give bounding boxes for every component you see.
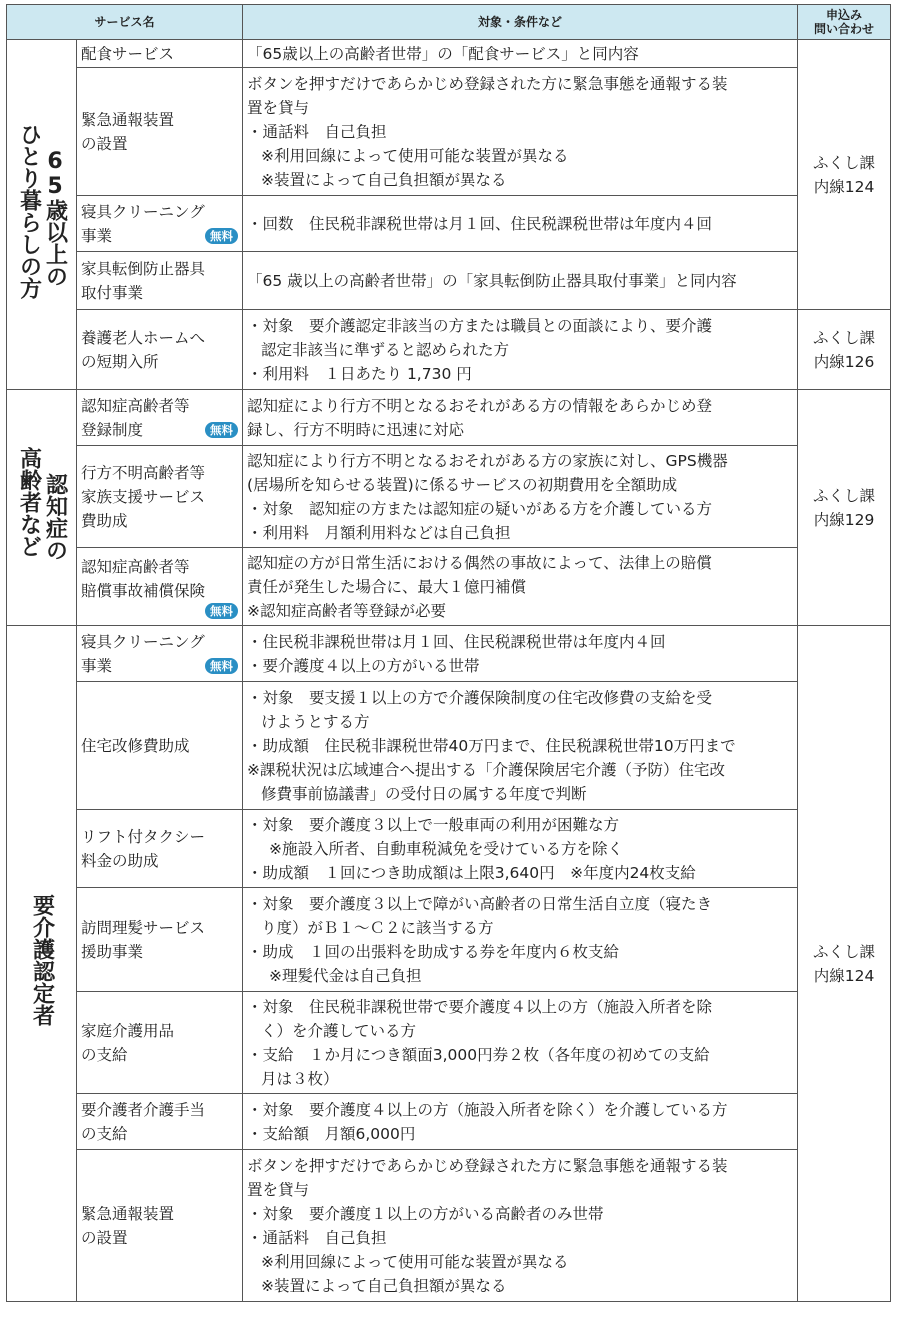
contact-cell bbox=[798, 40, 891, 310]
detail-line: ※理髪代金は自己負担 bbox=[269, 966, 422, 985]
service-name-line: 緊急通報装置 bbox=[81, 1204, 175, 1223]
service-name-line: 認知症高齢者等 bbox=[81, 557, 190, 576]
detail-line: ・対象 要介護認定非該当の方または職員との面談により、要介護 bbox=[247, 316, 713, 335]
service-name-line: 料金の助成 bbox=[81, 851, 159, 870]
service-detail bbox=[243, 68, 798, 196]
free-badge: 無料 bbox=[205, 422, 238, 438]
group-label-line: 要介護認定者 bbox=[29, 894, 55, 1026]
table-row bbox=[7, 682, 891, 810]
detail-line: ※利用回線によって使用可能な装置が異なる bbox=[261, 1252, 569, 1271]
service-detail bbox=[243, 888, 798, 992]
table-row bbox=[7, 1150, 891, 1302]
service-name-line: 養護老人ホームへ bbox=[81, 328, 206, 347]
detail-line: ※施設入所者、自動車税減免を受けている方を除く bbox=[269, 839, 624, 858]
detail-line: ・対象 認知症の方または認知症の疑いがある方を介護している方 bbox=[247, 499, 713, 518]
service-name bbox=[77, 810, 243, 888]
detail-line: ボタンを押すだけであらかじめ登録された方に緊急事態を通報する装 bbox=[247, 74, 728, 93]
contact-line: 内線124 bbox=[813, 177, 875, 196]
group-label-line: ひとり暮らしの方 bbox=[16, 123, 42, 299]
detail-line: く）を介護している方 bbox=[261, 1021, 417, 1040]
detail-line: ・対象 要支援１以上の方で介護保険制度の住宅改修費の支給を受 bbox=[247, 688, 713, 707]
service-name-line: 援助事業 bbox=[81, 942, 144, 961]
detail-line: (居場所を知らせる装置)に係るサービスの初期費用を全額助成 bbox=[247, 475, 678, 494]
detail-line: ・支給額 月額6,000円 bbox=[247, 1124, 416, 1143]
detail-line: 「65歳以上の高齢者世帯」の「配食サービス」と同内容 bbox=[247, 44, 639, 63]
service-name bbox=[77, 196, 243, 252]
service-name-line: リフト付タクシー bbox=[81, 827, 206, 846]
service-name-line: 緊急通報装置 bbox=[81, 110, 175, 129]
service-name-line: 事業 bbox=[81, 656, 113, 675]
service-name-line: 住宅改修費助成 bbox=[81, 736, 190, 755]
service-name-line: 寝具クリーニング bbox=[81, 632, 205, 651]
service-name bbox=[77, 888, 243, 992]
contact-line: ふくし課 bbox=[813, 153, 876, 172]
table-row bbox=[7, 548, 891, 626]
service-name bbox=[77, 1150, 243, 1302]
service-detail bbox=[243, 682, 798, 810]
group-label-line: 認知症の bbox=[42, 473, 68, 561]
table-row bbox=[7, 196, 891, 252]
detail-line: ・対象 住民税非課税世帯で要介護度４以上の方（施設入所者を除 bbox=[247, 997, 713, 1016]
service-detail bbox=[243, 390, 798, 446]
table-row bbox=[7, 252, 891, 310]
table-row bbox=[7, 810, 891, 888]
table-row bbox=[7, 68, 891, 196]
service-detail bbox=[243, 446, 798, 548]
service-name bbox=[77, 626, 243, 682]
service-name-line: 家族支援サービス bbox=[81, 487, 206, 506]
table-row bbox=[7, 390, 891, 446]
service-name-line: 訪問理髪サービス bbox=[81, 918, 206, 937]
table-row bbox=[7, 1094, 891, 1150]
header-contact-line1: 申込み bbox=[826, 8, 863, 22]
service-name-line: の支給 bbox=[81, 1124, 128, 1143]
service-name-line: の設置 bbox=[81, 134, 128, 153]
detail-line: 責任が発生した場合に、最大１億円補償 bbox=[247, 577, 527, 596]
detail-line: ・対象 要介護度３以上で一般車両の利用が困難な方 bbox=[247, 815, 620, 834]
detail-line: ・利用料 １日あたり 1,730 円 bbox=[247, 364, 472, 383]
header-contact bbox=[798, 5, 891, 40]
table-row bbox=[7, 310, 891, 390]
table-row bbox=[7, 626, 891, 682]
service-name bbox=[77, 446, 243, 548]
service-name bbox=[77, 310, 243, 390]
service-name bbox=[77, 548, 243, 626]
detail-line: ・利用料 月額利用料などは自己負担 bbox=[247, 523, 511, 542]
service-name-line: 登録制度 bbox=[81, 420, 144, 439]
group-single-elderly bbox=[7, 40, 77, 390]
detail-line: ・対象 要介護度４以上の方（施設入所者を除く）を介護している方 bbox=[247, 1100, 728, 1119]
group-dementia bbox=[7, 390, 77, 626]
service-name bbox=[77, 40, 243, 68]
service-name-line: 取付事業 bbox=[81, 283, 144, 302]
service-detail bbox=[243, 992, 798, 1094]
detail-line: 認知症により行方不明となるおそれがある方の情報をあらかじめ登 bbox=[247, 396, 713, 415]
detail-line: 「65 歳以上の高齢者世帯」の「家具転倒防止器具取付事業」と同内容 bbox=[247, 271, 737, 290]
detail-line: ※利用回線によって使用可能な装置が異なる bbox=[261, 146, 569, 165]
service-detail bbox=[243, 40, 798, 68]
service-detail bbox=[243, 626, 798, 682]
detail-line: ※装置によって自己負担額が異なる bbox=[261, 1276, 507, 1295]
service-name-line: 事業 bbox=[81, 226, 113, 245]
contact-line: ふくし課 bbox=[813, 328, 876, 347]
free-badge: 無料 bbox=[205, 658, 238, 674]
contact-line: ふくし課 bbox=[813, 942, 876, 961]
contact-line: 内線126 bbox=[813, 352, 875, 371]
service-detail bbox=[243, 1150, 798, 1302]
header-service-name: サービス名 bbox=[7, 5, 243, 40]
service-name bbox=[77, 68, 243, 196]
detail-line: ・助成 １回の出張料を助成する券を年度内６枚支給 bbox=[247, 942, 620, 961]
detail-line: ・要介護度４以上の方がいる世帯 bbox=[247, 656, 480, 675]
detail-line: ・対象 要介護度１以上の方がいる高齢者のみ世帯 bbox=[247, 1204, 604, 1223]
detail-line: 録し、行方不明時に迅速に対応 bbox=[247, 420, 465, 439]
service-detail bbox=[243, 548, 798, 626]
service-name-line: 寝具クリーニング bbox=[81, 202, 205, 221]
detail-line: 認定非該当に準ずると認められた方 bbox=[261, 340, 510, 359]
contact-line: 内線124 bbox=[813, 966, 875, 985]
contact-cell bbox=[798, 310, 891, 390]
service-detail bbox=[243, 810, 798, 888]
service-detail bbox=[243, 310, 798, 390]
service-name-line: 賠償事故補償保険 bbox=[81, 581, 206, 600]
service-name-line: 認知症高齢者等 bbox=[81, 396, 190, 415]
group-label-line: 65歳以上の bbox=[42, 149, 68, 287]
detail-line: ・助成額 １回につき助成額は上限3,640円 ※年度内24枚支給 bbox=[247, 863, 696, 882]
detail-line: ・通話料 自己負担 bbox=[247, 1228, 387, 1247]
detail-line: ・回数 住民税非課税世帯は月１回、住民税課税世帯は年度内４回 bbox=[247, 214, 713, 233]
detail-line: 認知症の方が日常生活における偶然の事故によって、法律上の賠償 bbox=[247, 553, 712, 572]
service-name bbox=[77, 1094, 243, 1150]
service-name-line: 配食サービス bbox=[81, 44, 175, 63]
service-name-line: 家具転倒防止器具 bbox=[81, 259, 206, 278]
contact-cell bbox=[798, 626, 891, 1302]
table-row bbox=[7, 446, 891, 548]
detail-line: 月は３枚） bbox=[261, 1069, 339, 1088]
detail-line: ・対象 要介護度３以上で障がい高齢者の日常生活自立度（寝たき bbox=[247, 894, 713, 913]
header-conditions: 対象・条件など bbox=[243, 5, 798, 40]
detail-line: ・助成額 住民税非課税世帯40万円まで、住民税課税世帯10万円まで bbox=[247, 736, 736, 755]
detail-line: ・通話料 自己負担 bbox=[247, 122, 387, 141]
service-name bbox=[77, 252, 243, 310]
detail-line: ・住民税非課税世帯は月１回、住民税課税世帯は年度内４回 bbox=[247, 632, 666, 651]
service-name-line: の設置 bbox=[81, 1228, 128, 1247]
service-name-line: 家庭介護用品 bbox=[81, 1021, 175, 1040]
detail-line: ・支給 １か月につき額面3,000円券２枚（各年度の初めての支給 bbox=[247, 1045, 710, 1064]
contact-line: 内線129 bbox=[813, 510, 875, 529]
service-name-line: の短期入所 bbox=[81, 352, 159, 371]
free-badge: 無料 bbox=[205, 603, 238, 619]
service-table bbox=[6, 4, 891, 1302]
detail-line: 置を貸与 bbox=[247, 1180, 310, 1199]
service-name-line: 要介護者介護手当 bbox=[81, 1100, 206, 1119]
service-detail bbox=[243, 252, 798, 310]
service-name-line: 費助成 bbox=[81, 511, 128, 530]
detail-line: 修費事前協議書」の受付日の属する年度で判断 bbox=[261, 784, 587, 803]
table-row bbox=[7, 992, 891, 1094]
group-care-certified bbox=[7, 626, 77, 1302]
detail-line: ボタンを押すだけであらかじめ登録された方に緊急事態を通報する装 bbox=[247, 1156, 728, 1175]
detail-line: 置を貸与 bbox=[247, 98, 310, 117]
contact-line: ふくし課 bbox=[813, 486, 876, 505]
service-detail bbox=[243, 1094, 798, 1150]
detail-line: 認知症により行方不明となるおそれがある方の家族に対し、GPS機器 bbox=[247, 451, 728, 470]
table-row bbox=[7, 40, 891, 68]
service-name bbox=[77, 992, 243, 1094]
group-label-line: 高齢者など bbox=[16, 447, 42, 557]
detail-line: ※装置によって自己負担額が異なる bbox=[261, 170, 507, 189]
service-name-line: の支給 bbox=[81, 1045, 128, 1064]
detail-line: り度）がＢ１～Ｃ２に該当する方 bbox=[261, 918, 494, 937]
free-badge: 無料 bbox=[205, 228, 238, 244]
service-detail bbox=[243, 196, 798, 252]
detail-line: ※認知症高齢者等登録が必要 bbox=[247, 601, 447, 620]
service-name-line: 行方不明高齢者等 bbox=[81, 463, 206, 482]
detail-line: ※課税状況は広域連合へ提出する「介護保険居宅介護（予防）住宅改 bbox=[247, 760, 726, 779]
contact-cell bbox=[798, 390, 891, 626]
detail-line: けようとする方 bbox=[261, 712, 370, 731]
service-name bbox=[77, 682, 243, 810]
service-name bbox=[77, 390, 243, 446]
header-row bbox=[7, 5, 891, 40]
header-contact-line2: 問い合わせ bbox=[814, 22, 875, 36]
table-row bbox=[7, 888, 891, 992]
